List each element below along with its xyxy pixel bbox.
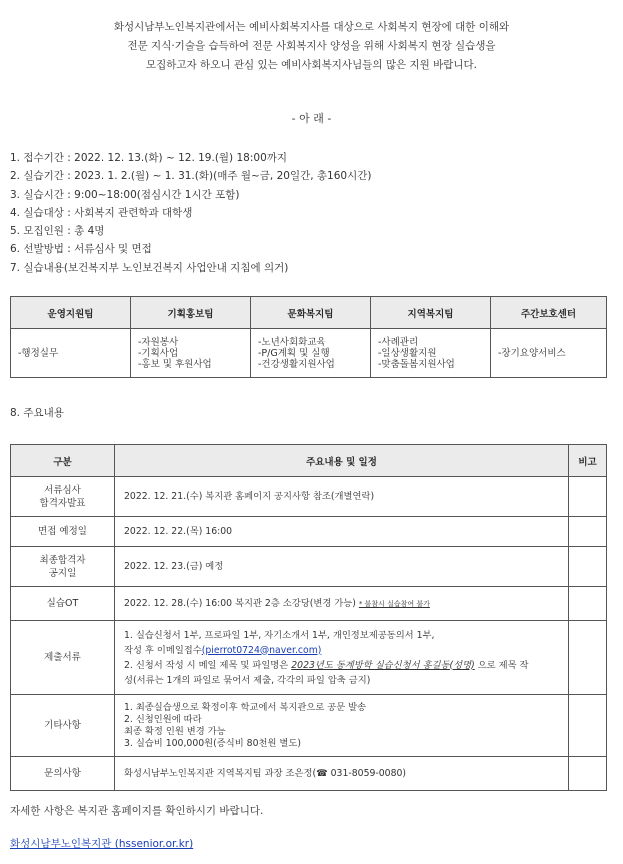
list-item: 2. 실습기간 : 2023. 1. 2.(월) ~ 1. 31.(화)(매주 월~금, 20일간, 총160시간) bbox=[10, 170, 372, 183]
list-item: 7. 실습내용(보건복지부 노인보건복지 사업안내 지침에 의거) bbox=[10, 261, 289, 274]
section-title: 8. 주요내용 bbox=[10, 407, 64, 419]
team-header: 기획홍보팀 bbox=[131, 297, 251, 329]
info-list bbox=[10, 149, 371, 277]
table-row: 면접 예정일 2022. 12. 22.(목) 16:00 bbox=[11, 517, 607, 547]
team-cell: -자원봉사 -기획사업 -홍보 및 후원사업 bbox=[131, 329, 251, 378]
intro-paragraph bbox=[0, 18, 623, 75]
table-row: 제출서류 1. 실습신청서 1부, 프로파일 1부, 자기소개서 1부, 개인정보제공동의서 1부, 작성 후 이메일접수(pierrot0724@naver.com) 2. 신청서 작성 시 메일 제목 및 파일명은 2023년도 동계방학 실습신청서 홍길동(성명) 으로 제목 작 성(서류는 1개의 파일로 묶어서 제출, 각각의 파일 압축 금지) bbox=[11, 621, 607, 695]
schedule-table bbox=[10, 444, 607, 791]
table-row: 최종합격자 공지일 2022. 12. 23.(금) 예정 bbox=[11, 547, 607, 587]
intro-line: 모집하고자 하오니 관심 있는 예비사회복지사님들의 많은 지원 바랍니다. bbox=[146, 59, 477, 71]
team-cell: -노년사회화교육 -P/G계획 및 실행 -건강생활지원사업 bbox=[251, 329, 371, 378]
schedule-header: 비고 bbox=[569, 445, 607, 477]
team-header: 운영지원팀 bbox=[11, 297, 131, 329]
list-item: 3. 실습시간 : 9:00~18:00(점심시간 1시간 포함) bbox=[10, 188, 240, 201]
intro-line: 화성시남부노인복지관에서는 예비사회복지사를 대상으로 사회복지 현장에 대한 이해와 bbox=[113, 21, 510, 33]
team-cell: -장기요양서비스 bbox=[491, 329, 607, 378]
team-cell: -행정실무 bbox=[11, 329, 131, 378]
team-header: 지역복지팀 bbox=[371, 297, 491, 329]
footer-text: 자세한 사항은 복지관 홈페이지를 확인하시기 바랍니다. bbox=[10, 805, 264, 817]
table-row: 기타사항 1. 최종실습생으로 확정이후 학교에서 복지관으로 공문 발송 2. 신청인원에 따라 최종 확정 인원 변경 가능 3. 실습비 100,000원(증식비 80천원 별도) bbox=[11, 695, 607, 757]
attendance-note: * 불참시 실습참여 불가 bbox=[358, 599, 430, 608]
team-cell: -사례관리 -일상생활지원 -맞춤돌봄지원사업 bbox=[371, 329, 491, 378]
schedule-header: 주요내용 및 일정 bbox=[115, 445, 569, 477]
team-table bbox=[10, 296, 607, 378]
section-divider-title: - 아 래 - bbox=[291, 112, 332, 125]
list-item: 6. 선발방법 : 서류심사 및 면접 bbox=[10, 243, 152, 256]
intro-line: 전문 지식·기술을 습득하여 전문 사회복지사 양성을 위해 사회복지 현장 실습생을 bbox=[127, 40, 496, 52]
list-item: 5. 모집인원 : 총 4명 bbox=[10, 225, 105, 238]
email-link[interactable]: (pierrot0724@naver.com) bbox=[201, 644, 322, 656]
table-row: 문의사항 화성시남부노인복지관 지역복지팀 과장 조은정(☎ 031-8059-0080) bbox=[11, 757, 607, 791]
schedule-header: 구분 bbox=[11, 445, 115, 477]
table-row: 실습OT 2022. 12. 28.(수) 16:00 복지관 2층 소강당(변경 가능) * 불참시 실습참여 불가 bbox=[11, 587, 607, 621]
table-row: 서류심사 합격자발표 2022. 12. 21.(수) 복지관 홈페이지 공지사항 참조(개별연락) bbox=[11, 477, 607, 517]
list-item: 4. 실습대상 : 사회복지 관련학과 대학생 bbox=[10, 206, 193, 219]
team-header: 문화복지팀 bbox=[251, 297, 371, 329]
team-header: 주간보호센터 bbox=[491, 297, 607, 329]
filename-format: 2023년도 동계방학 실습신청서 홍길동(성명) bbox=[291, 659, 475, 671]
list-item: 1. 접수기간 : 2022. 12. 13.(화) ~ 12. 19.(월) 18:00까지 bbox=[10, 152, 288, 164]
homepage-link[interactable]: 화성시남부노인복지관 (hssenior.or.kr) bbox=[10, 838, 194, 850]
